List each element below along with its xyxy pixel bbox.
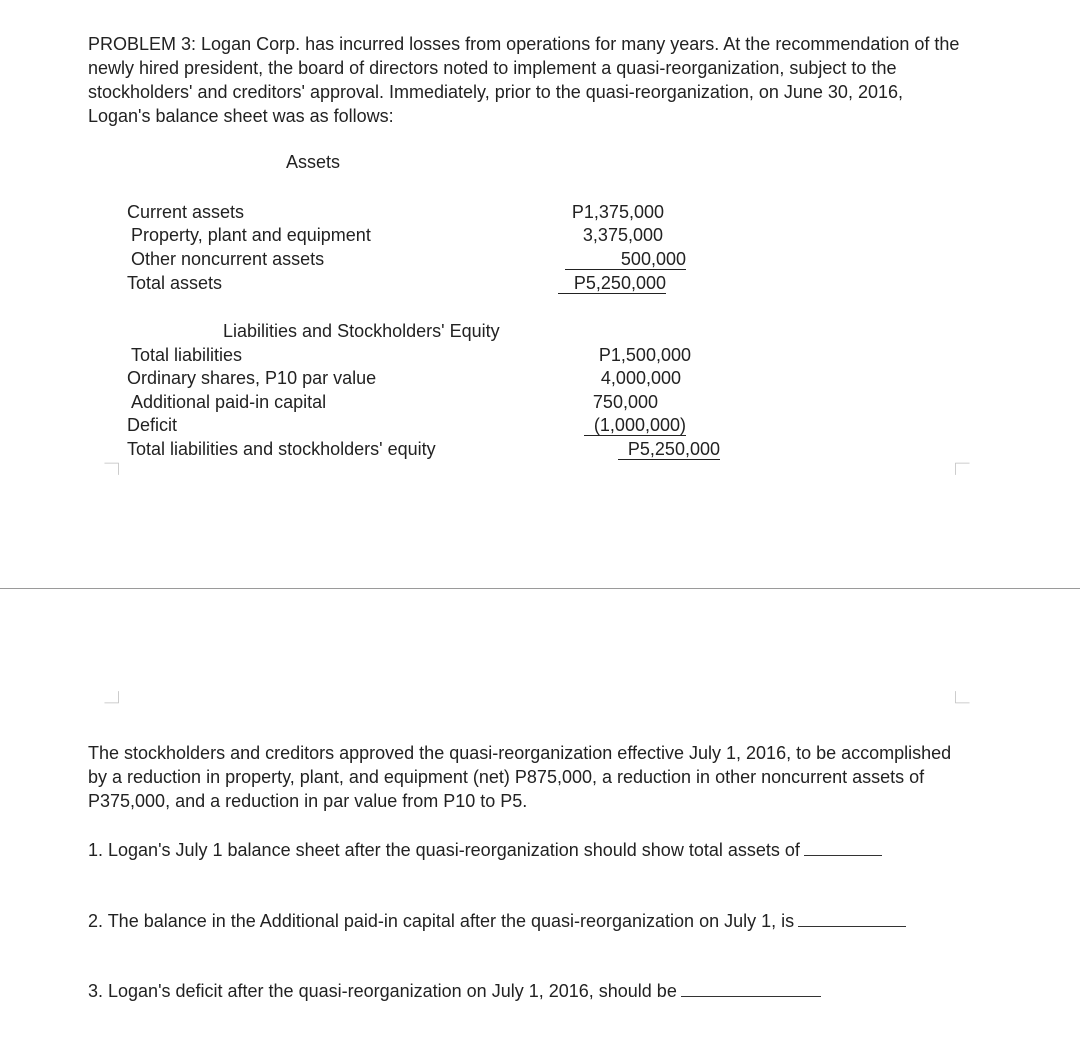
total-liabilities-equity-value: P5,250,000 bbox=[560, 438, 720, 460]
question-2 bbox=[88, 909, 906, 933]
asset-value: 500,000 bbox=[520, 248, 686, 270]
page-divider bbox=[0, 588, 1080, 589]
answer-blank[interactable] bbox=[798, 912, 906, 927]
problem-intro bbox=[88, 32, 1048, 128]
liability-label: Deficit bbox=[127, 415, 178, 435]
liability-label: Ordinary shares, P10 par value bbox=[127, 368, 377, 388]
asset-label: Current assets bbox=[127, 202, 245, 222]
asset-label: Other noncurrent assets bbox=[131, 249, 325, 269]
margin-corner-icon bbox=[100, 462, 124, 476]
liability-label: Additional paid-in capital bbox=[131, 392, 327, 412]
liabilities-heading: Liabilities and Stockholders' Equity bbox=[223, 321, 500, 341]
question-1 bbox=[88, 838, 882, 862]
intro-line: PROBLEM 3: Logan Corp. has incurred losses from operations for many years. At the recommendation of the bbox=[88, 34, 960, 54]
liability-value: P1,500,000 bbox=[598, 345, 691, 365]
liability-label: Total liabilities bbox=[131, 345, 243, 365]
deficit-value: (1,000,000) bbox=[560, 414, 686, 436]
intro-line: Logan's balance sheet was as follows: bbox=[88, 106, 394, 126]
answer-blank[interactable] bbox=[681, 982, 821, 997]
asset-label: Property, plant and equipment bbox=[131, 225, 371, 245]
scenario-line: The stockholders and creditors approved the quasi-reorganization effective July 1, 2016, to be accomplished bbox=[88, 743, 952, 763]
total-assets-value: P5,250,000 bbox=[520, 272, 666, 294]
asset-value: 3,375,000 bbox=[582, 225, 663, 245]
margin-corner-icon bbox=[950, 462, 974, 476]
asset-value: P1,375,000 bbox=[571, 202, 664, 222]
liability-label: Total liabilities and stockholders' equity bbox=[127, 439, 436, 459]
scenario-paragraph bbox=[88, 741, 1048, 813]
scenario-line: by a reduction in property, plant, and equipment (net) P875,000, a reduction in other noncurrent assets of bbox=[88, 767, 925, 787]
margin-corner-icon bbox=[100, 690, 124, 704]
liability-value: 4,000,000 bbox=[600, 368, 681, 388]
question-text: 1. Logan's July 1 balance sheet after the quasi-reorganization should show total assets of bbox=[88, 840, 800, 860]
question-text: 2. The balance in the Additional paid-in capital after the quasi-reorganization on July 1, is bbox=[88, 911, 795, 931]
question-text: 3. Logan's deficit after the quasi-reorganization on July 1, 2016, should be bbox=[88, 981, 677, 1001]
intro-line: newly hired president, the board of directors noted to implement a quasi-reorganization, subject to the bbox=[88, 58, 897, 78]
margin-corner-icon bbox=[950, 690, 974, 704]
assets-heading: Assets bbox=[286, 152, 341, 172]
question-3 bbox=[88, 979, 821, 1003]
asset-label: Total assets bbox=[127, 273, 223, 293]
liability-value: 750,000 bbox=[592, 392, 658, 412]
scenario-line: P375,000, and a reduction in par value from P10 to P5. bbox=[88, 791, 528, 811]
intro-line: stockholders' and creditors' approval. Immediately, prior to the quasi-reorganization, on June 30, 2016, bbox=[88, 82, 903, 102]
answer-blank[interactable] bbox=[804, 841, 882, 856]
